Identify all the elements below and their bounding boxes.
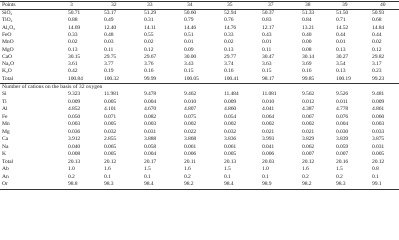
table-cell: 0.2 — [336, 173, 343, 180]
row-label: Total — [2, 158, 13, 165]
table-cell: 0.12 — [372, 46, 382, 53]
table-cell: 0.16 — [302, 68, 312, 75]
table-cell: 3.77 — [104, 61, 114, 68]
table-cell: 0.040 — [68, 143, 81, 150]
table-cell: 11.981 — [104, 91, 119, 97]
table-cell: 0.062 — [302, 143, 315, 150]
table-cell: 4.670 — [144, 106, 157, 112]
table-cell: 30.47 — [262, 53, 275, 60]
section-title: Number of cations on the basis of 32 oxygen — [2, 84, 103, 90]
table-cell: 9.562 — [302, 91, 315, 97]
table-cell: 0.003 — [68, 121, 81, 127]
table-cell: 0.2 — [68, 173, 75, 180]
table-cell: 0.76 — [224, 17, 234, 24]
row-label: FeO — [2, 31, 12, 38]
table-row — [0, 39, 399, 46]
table-cell: 20.16 — [336, 158, 349, 165]
table-cell: 0.003 — [144, 121, 157, 127]
table-cell: 3.839 — [336, 136, 349, 142]
table-cell: 1.0 — [68, 166, 75, 172]
table-cell: 3.69 — [302, 61, 312, 68]
table-cell: 0.84 — [302, 17, 312, 24]
table-cell: 0.022 — [184, 128, 197, 135]
row-label: Na — [2, 143, 9, 150]
row-label: Si — [2, 91, 7, 97]
table-cell: 0.02 — [372, 39, 382, 46]
table-cell: 0.065 — [104, 143, 117, 150]
header-cell: 39 — [342, 2, 348, 8]
table-cell: 0.01 — [262, 39, 272, 46]
header-cell: 3 — [70, 2, 73, 8]
table-cell: 20.17 — [144, 158, 157, 165]
table-cell: 4.860 — [224, 106, 237, 112]
table-cell: 1.5 — [144, 166, 151, 172]
table-cell: 100.19 — [336, 75, 351, 82]
table-cell: 98.2 — [184, 181, 194, 187]
header-cell: 40 — [380, 2, 386, 8]
table-row — [0, 17, 399, 24]
table-cell: 0.032 — [104, 128, 117, 135]
table-cell: 100.05 — [184, 75, 199, 82]
table-cell: 9.526 — [336, 91, 349, 97]
table-cell: 12.40 — [104, 24, 117, 31]
table-cell: 50.71 — [68, 10, 81, 16]
table-row — [0, 151, 399, 158]
table-cell: 50.60 — [184, 10, 197, 16]
table-cell: 51.29 — [144, 10, 157, 16]
table-cell: 3.875 — [372, 136, 385, 142]
table-cell: 14.69 — [68, 24, 81, 31]
table-cell: 0.004 — [336, 121, 349, 127]
table-cell: 0.09 — [184, 46, 194, 53]
table-cell: 0.004 — [144, 151, 157, 157]
table-cell: 0.11 — [104, 46, 114, 53]
table-cell: 0.16 — [144, 68, 154, 75]
table-cell: 4.387 — [302, 106, 315, 112]
row-label: K — [2, 151, 6, 157]
table-cell: 0.71 — [336, 17, 346, 24]
table-cell: 50.93 — [372, 10, 385, 16]
table-cell: 0.006 — [262, 151, 275, 157]
table-cell: 0.02 — [224, 39, 234, 46]
table-cell: 99.1 — [372, 181, 382, 187]
table-row — [0, 99, 399, 106]
table-cell: 0.061 — [184, 143, 197, 150]
table-cell: 0.007 — [336, 151, 349, 157]
table-cell: 4.041 — [262, 106, 275, 112]
table-cell: 0.1 — [104, 173, 111, 180]
table-cell: 99.99 — [144, 75, 157, 82]
table-cell: 30.00 — [184, 53, 197, 60]
table-cell: 0.1 — [224, 173, 231, 180]
table-cell: 12.17 — [262, 24, 275, 31]
header-cell: 33 — [147, 2, 153, 8]
table-row — [0, 91, 399, 98]
table-cell: 0.008 — [68, 151, 81, 157]
row-label: SiO₂ — [2, 10, 13, 16]
table-cell: 1.6 — [184, 166, 191, 172]
table-cell: 1.5 — [224, 166, 231, 172]
table-cell: 0.009 — [68, 98, 81, 105]
table-cell: 0.83 — [262, 17, 272, 24]
table-cell: 0.00 — [302, 39, 312, 46]
row-label: Al — [2, 106, 8, 112]
table-cell: 51.33 — [302, 10, 315, 16]
table-cell: 3.836 — [224, 136, 237, 142]
row-label: CaO — [2, 53, 12, 60]
table-cell: 3.868 — [184, 136, 197, 142]
table-cell: 0.33 — [68, 31, 78, 38]
table-cell: 14.11 — [144, 24, 156, 31]
table-cell: 0.1 — [144, 173, 151, 180]
table-row — [0, 159, 399, 166]
row-label: Na₂O — [2, 61, 15, 68]
table-row — [0, 32, 399, 39]
table-row — [0, 121, 399, 128]
table-cell: 99.85 — [302, 75, 315, 82]
table-cell: 0.010 — [184, 98, 197, 105]
table-cell: 20.12 — [372, 158, 385, 165]
table-cell: 0.002 — [302, 121, 315, 127]
table-row — [0, 68, 399, 75]
table-cell: 4.778 — [336, 106, 349, 112]
header-cell: 34 — [187, 2, 193, 8]
table-cell: 3.63 — [262, 61, 272, 68]
table-cell: 0.041 — [262, 143, 275, 150]
table-cell: 0.51 — [184, 31, 194, 38]
table-cell: 14.84 — [372, 24, 385, 31]
table-cell: 2.855 — [104, 136, 117, 142]
table-row — [0, 166, 399, 173]
table-cell: 0.054 — [224, 113, 237, 120]
table-cell: 20.03 — [262, 158, 275, 165]
table-cell: 0.002 — [262, 121, 275, 127]
table-cell: 30.14 — [302, 53, 315, 60]
table-cell: 99.23 — [372, 75, 385, 82]
table-cell: 4.861 — [372, 106, 385, 112]
table-cell: 0.15 — [262, 68, 272, 75]
table-cell: 11.484 — [224, 91, 239, 97]
table-cell: 100.41 — [224, 75, 239, 82]
table-cell: 0.003 — [372, 121, 385, 127]
table-cell: 0.43 — [262, 31, 272, 38]
table-cell: 0.01 — [184, 39, 194, 46]
table-cell: 29.75 — [104, 53, 117, 60]
table-cell: 50.37 — [262, 10, 275, 16]
table-row — [0, 25, 399, 32]
table-cell: 0.005 — [104, 98, 117, 105]
table-cell: 0.79 — [184, 17, 194, 24]
table-cell: 98.4 — [224, 181, 234, 187]
table-cell: 29.67 — [144, 53, 157, 60]
table-cell: 3.54 — [336, 61, 346, 68]
table-cell: 20.11 — [184, 158, 196, 165]
table-cell: 0.11 — [262, 46, 272, 53]
table-cell: 0.005 — [224, 151, 237, 157]
table-cell: 0.13 — [224, 46, 234, 53]
table-cell: 0.33 — [224, 31, 234, 38]
table-row — [0, 144, 399, 151]
table-row — [0, 10, 399, 17]
table-cell: 0.010 — [262, 98, 275, 105]
row-label: Or — [2, 181, 8, 187]
table-row — [0, 54, 399, 61]
table-cell: 0.31 — [144, 17, 154, 24]
table-cell: 100.84 — [68, 75, 83, 82]
table-row — [0, 76, 399, 83]
table-cell: 0.19 — [104, 68, 114, 75]
table-cell: 98.8 — [68, 181, 78, 187]
table-cell: 30.15 — [68, 53, 81, 60]
table-cell: 1.5 — [336, 166, 343, 172]
table-cell: 0.02 — [144, 39, 154, 46]
table-cell: 51.50 — [336, 10, 349, 16]
table-cell: 9.478 — [144, 91, 157, 97]
table-row — [0, 174, 399, 181]
table-cell: 0.009 — [372, 98, 385, 105]
header-cell: Points — [2, 2, 16, 8]
table-cell: 3.74 — [224, 61, 234, 68]
table-row — [0, 181, 399, 188]
table-cell: 0.02 — [68, 39, 78, 46]
table-cell: 20.13 — [68, 158, 81, 165]
row-label: K₂O — [2, 68, 12, 75]
table-cell: 0.005 — [104, 151, 117, 157]
row-label: Fe — [2, 113, 8, 120]
table-cell: 0.13 — [68, 46, 78, 53]
row-label: Mg — [2, 128, 10, 135]
row-label: Al₂O₃ — [2, 24, 16, 31]
table-cell: 0.031 — [144, 128, 157, 135]
table-cell: 3.993 — [262, 136, 275, 142]
header-cell: 32 — [111, 2, 117, 8]
table-cell: 0.004 — [144, 98, 157, 105]
row-label: Ti — [2, 98, 7, 105]
table-row — [0, 129, 399, 136]
table-cell: 0.01 — [336, 39, 346, 46]
table-cell: 0.03 — [104, 39, 114, 46]
table-cell: 0.68 — [372, 17, 382, 24]
table-cell: 0.2 — [302, 173, 309, 180]
table-cell: 14.52 — [336, 24, 349, 31]
row-label: An — [2, 173, 9, 180]
table-cell: 29.82 — [372, 53, 385, 60]
row-label: TiO₂ — [2, 17, 13, 24]
table-cell: 0.13 — [336, 46, 346, 53]
table-cell: 0.012 — [302, 98, 315, 105]
table-cell: 98.3 — [336, 181, 346, 187]
table-cell: 0.067 — [302, 113, 315, 120]
header-cell: 35 — [227, 2, 233, 8]
table-cell: 4.852 — [68, 106, 81, 112]
table-cell: 30.27 — [336, 53, 349, 60]
table-cell: 3.76 — [144, 61, 154, 68]
table-cell: 0.061 — [224, 143, 237, 150]
table-row — [0, 106, 399, 113]
table-cell: 0.44 — [372, 31, 382, 38]
table-cell: 0.033 — [372, 128, 385, 135]
table-row — [0, 61, 399, 68]
table-cell: 0.050 — [68, 113, 81, 120]
table-cell: 0.059 — [336, 143, 349, 150]
table-cell: 53.17 — [104, 10, 117, 16]
table-cell: 13.21 — [302, 24, 315, 31]
table-cell: 20.13 — [224, 158, 237, 165]
table-cell: 0.12 — [144, 46, 154, 53]
table-cell: 0.030 — [336, 128, 349, 135]
table-cell: 0.42 — [68, 68, 78, 75]
table-cell: 98.17 — [262, 75, 275, 82]
table-cell: 20.12 — [104, 158, 117, 165]
table-cell: 98.4 — [144, 181, 154, 187]
table-cell: 0.2 — [184, 173, 191, 180]
table-cell: 0.021 — [302, 128, 315, 135]
table-cell: 0.23 — [372, 68, 382, 75]
table-cell: 98.3 — [104, 181, 114, 187]
table-cell: 0.8 — [372, 166, 379, 172]
table-cell: 9.462 — [184, 91, 197, 97]
table-cell: 1.6 — [104, 166, 111, 172]
table-cell: 0.15 — [184, 68, 194, 75]
table-cell: 100.32 — [104, 75, 119, 82]
table-cell: 3.912 — [68, 136, 81, 142]
table-cell: 0.49 — [104, 17, 114, 24]
table-cell: 0.88 — [68, 17, 78, 24]
row-label: MnO — [2, 39, 14, 46]
table-cell: 0.058 — [144, 143, 157, 150]
table-cell: 0.1 — [372, 173, 379, 180]
table-cell: 1.0 — [262, 166, 269, 172]
header-cell: 37 — [268, 2, 274, 8]
row-label: MgO — [2, 46, 14, 53]
table-cell: 0.071 — [104, 113, 117, 120]
row-label: Total — [2, 75, 13, 82]
table-cell: 98.2 — [302, 181, 312, 187]
table-row — [0, 114, 399, 121]
table-cell: 0.48 — [104, 31, 114, 38]
table-cell: 0.032 — [224, 128, 237, 135]
row-label: Mn — [2, 121, 10, 127]
table-cell: 0.08 — [302, 46, 312, 53]
table-cell: 0.1 — [262, 173, 269, 180]
table-cell: 3.888 — [144, 136, 157, 142]
bottom-rule — [0, 189, 399, 190]
table-cell: 52.94 — [224, 10, 237, 16]
table-cell: 0.075 — [184, 113, 197, 120]
table-cell: 0.55 — [144, 31, 154, 38]
table-cell: 0.007 — [302, 151, 315, 157]
table-row — [0, 136, 399, 143]
table-cell: 11.081 — [262, 91, 277, 97]
table-cell: 0.021 — [262, 128, 275, 135]
table-cell: 0.011 — [336, 98, 348, 105]
header-cell: 38 — [305, 2, 311, 8]
table-cell: 0.036 — [68, 128, 81, 135]
table-cell: 9.481 — [372, 91, 385, 97]
table-cell: 98.9 — [262, 181, 272, 187]
table-cell: 3.829 — [302, 136, 315, 142]
table-cell: 14.76 — [224, 24, 237, 31]
table-cell: 0.076 — [336, 113, 349, 120]
table-cell: 4.807 — [184, 106, 197, 112]
table-cell: 0.009 — [224, 98, 237, 105]
table-cell: 1.6 — [302, 166, 309, 172]
table-row — [0, 47, 399, 54]
table-cell: 0.082 — [144, 113, 157, 120]
table-cell: 0.002 — [184, 121, 197, 127]
table-cell: 9.323 — [68, 91, 81, 97]
row-label: Ab — [2, 166, 9, 172]
table-cell: 0.005 — [372, 151, 385, 157]
table-cell: 20.12 — [302, 158, 315, 165]
table-cell: 29.77 — [224, 53, 237, 60]
table-cell: 3.61 — [68, 61, 78, 68]
row-label: Ca — [2, 136, 9, 142]
table-cell: 3.17 — [372, 61, 382, 68]
table-cell: 0.13 — [336, 68, 346, 75]
table-cell: 0.060 — [372, 113, 385, 120]
table-cell: 3.43 — [184, 61, 194, 68]
header-row — [0, 2, 399, 9]
table-cell: 0.031 — [372, 143, 385, 150]
table-cell: 14.46 — [184, 24, 197, 31]
table-cell: 0.006 — [184, 151, 197, 157]
table-cell: 0.40 — [302, 31, 312, 38]
table-cell: 4.101 — [104, 106, 117, 112]
table-cell: 0.44 — [336, 31, 346, 38]
table-cell: 0.16 — [224, 68, 234, 75]
table-cell: 0.064 — [262, 113, 275, 120]
table-cell: 0.002 — [224, 121, 237, 127]
table-cell: 0.005 — [104, 121, 117, 127]
